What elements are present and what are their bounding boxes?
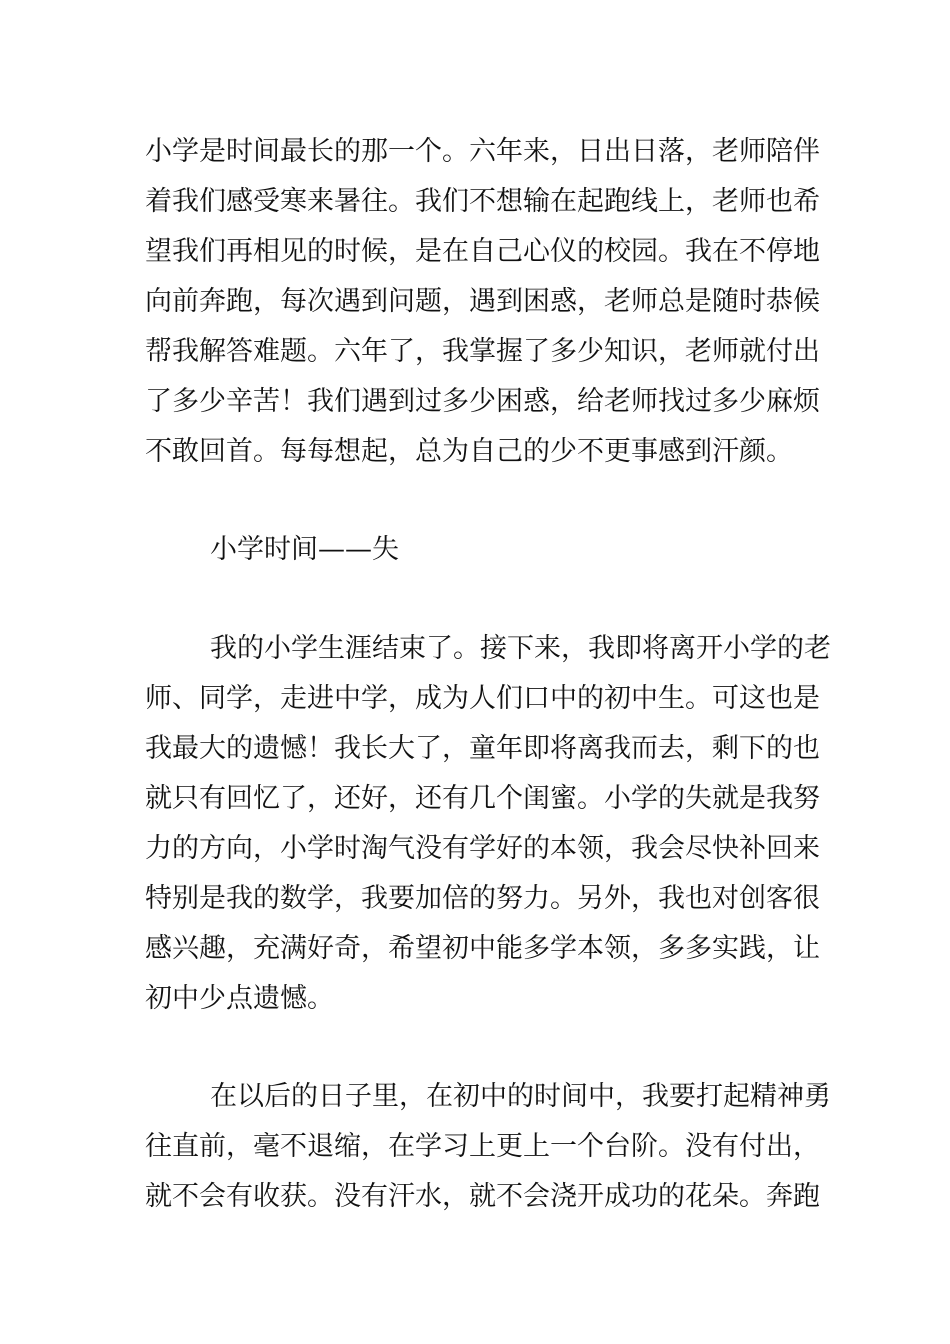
paragraph-2-line: 师、同学，走进中学，成为人们口中的初中生。可这也是 <box>145 683 820 714</box>
paragraph-2-line: 特别是我的数学，我要加倍的努力。另外，我也对创客很 <box>145 883 820 914</box>
paragraph-2-line: 我的小学生涯结束了。接下来，我即将离开小学的老 <box>210 633 831 664</box>
paragraph-3-line: 在以后的日子里，在初中的时间中，我要打起精神勇 <box>210 1081 831 1112</box>
paragraph-3-line: 往直前，毫不退缩，在学习上更上一个台阶。没有付出， <box>145 1131 820 1162</box>
paragraph-1-line: 小学是时间最长的那一个。六年来，日出日落，老师陪伴 <box>145 136 820 167</box>
paragraph-1-line: 帮我解答难题。六年了，我掌握了多少知识，老师就付出 <box>145 336 820 367</box>
paragraph-1-line: 望我们再相见的时候，是在自己心仪的校园。我在不停地 <box>145 236 820 267</box>
paragraph-2-line: 初中少点遗憾。 <box>145 983 334 1014</box>
section-heading: 小学时间——失 <box>210 534 399 565</box>
paragraph-1-line: 向前奔跑，每次遇到问题，遇到困惑，老师总是随时恭候 <box>145 286 820 317</box>
paragraph-1-line: 着我们感受寒来暑往。我们不想输在起跑线上，老师也希 <box>145 186 820 217</box>
paragraph-2-line: 我最大的遗憾！我长大了，童年即将离我而去，剩下的也 <box>145 733 820 764</box>
paragraph-3-line: 就不会有收获。没有汗水，就不会浇开成功的花朵。奔跑 <box>145 1181 820 1212</box>
paragraph-2-line: 就只有回忆了，还好，还有几个闺蜜。小学的失就是我努 <box>145 783 820 814</box>
paragraph-1-line: 了多少辛苦！我们遇到过多少困惑，给老师找过多少麻烦 <box>145 386 820 417</box>
paragraph-2-line: 感兴趣，充满好奇，希望初中能多学本领，多多实践，让 <box>145 933 820 964</box>
paragraph-2-line: 力的方向，小学时淘气没有学好的本领，我会尽快补回来 <box>145 833 820 864</box>
paragraph-1-line: 不敢回首。每每想起，总为自己的少不更事感到汗颜。 <box>145 436 793 467</box>
